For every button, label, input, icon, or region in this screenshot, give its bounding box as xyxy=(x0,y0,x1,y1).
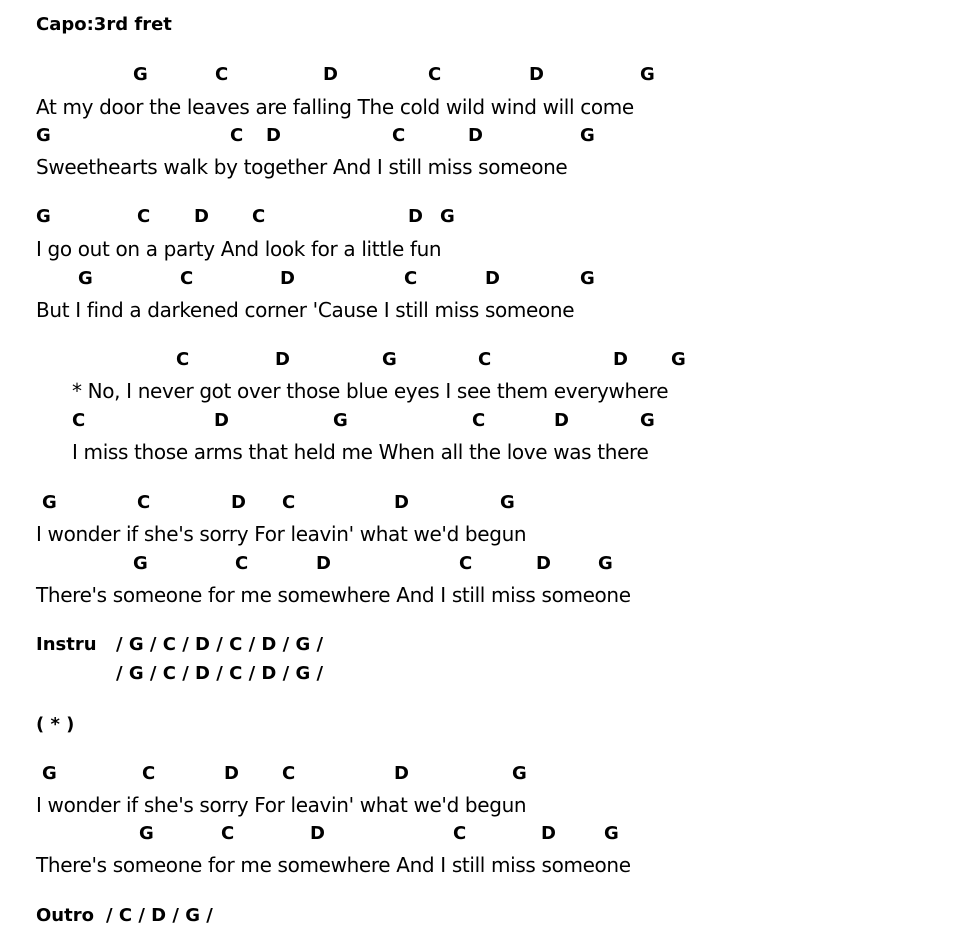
chord: D xyxy=(394,763,409,784)
chord: G xyxy=(36,125,51,146)
chord: D xyxy=(468,125,483,146)
chord: G xyxy=(512,763,527,784)
chord: G xyxy=(333,410,348,431)
chord: C xyxy=(472,410,486,431)
capo-label: Capo:3rd fret xyxy=(36,14,172,35)
chord: G xyxy=(604,823,619,844)
chord: D xyxy=(280,268,295,289)
chord: D xyxy=(529,64,544,85)
chord: C xyxy=(142,763,156,784)
chord: D xyxy=(214,410,229,431)
chord: G xyxy=(133,64,148,85)
chord: D xyxy=(231,492,246,513)
lyric-line: There's someone for me somewhere And I still miss someone xyxy=(36,853,631,877)
chord: D xyxy=(536,553,551,574)
chord: D xyxy=(408,206,423,227)
chord: C xyxy=(137,206,151,227)
chord: G xyxy=(42,763,57,784)
chord: G xyxy=(598,553,613,574)
chord: D xyxy=(485,268,500,289)
chord: C xyxy=(72,410,86,431)
chord: C xyxy=(392,125,406,146)
chord: G xyxy=(133,553,148,574)
chord: C xyxy=(176,349,190,370)
chord: C xyxy=(428,64,442,85)
chord: C xyxy=(215,64,229,85)
lyric-line: Sweethearts walk by together And I still miss someone xyxy=(36,155,568,179)
chord: D xyxy=(394,492,409,513)
chord: D xyxy=(554,410,569,431)
chord: C xyxy=(235,553,249,574)
chord: D xyxy=(541,823,556,844)
chord: C xyxy=(478,349,492,370)
lyric-line: But I find a darkened corner 'Cause I still miss someone xyxy=(36,298,575,322)
chord: G xyxy=(640,64,655,85)
chord: D xyxy=(266,125,281,146)
chord: C xyxy=(252,206,266,227)
chord: C xyxy=(459,553,473,574)
lyric-line: There's someone for me somewhere And I still miss someone xyxy=(36,583,631,607)
chord: G xyxy=(440,206,455,227)
chord: D xyxy=(194,206,209,227)
lyric-line: * No, I never got over those blue eyes I see them everywhere xyxy=(72,379,669,403)
chord: D xyxy=(323,64,338,85)
chord: G xyxy=(36,206,51,227)
lyric-line: I go out on a party And look for a little fun xyxy=(36,237,442,261)
outro-progression: / C / D / G / xyxy=(106,905,213,926)
chord: G xyxy=(671,349,686,370)
chord: G xyxy=(382,349,397,370)
chord: G xyxy=(42,492,57,513)
chord: C xyxy=(282,763,296,784)
chord: G xyxy=(78,268,93,289)
chord: D xyxy=(613,349,628,370)
chord: C xyxy=(180,268,194,289)
lyric-line: I miss those arms that held me When all the love was there xyxy=(72,440,649,464)
chord: C xyxy=(282,492,296,513)
outro-label: Outro xyxy=(36,905,94,926)
chord: G xyxy=(640,410,655,431)
chord: G xyxy=(500,492,515,513)
instru-label: Instru xyxy=(36,634,97,655)
instru-progression: / G / C / D / C / D / G / xyxy=(116,634,324,655)
instru-progression: / G / C / D / C / D / G / xyxy=(116,663,324,684)
chord: D xyxy=(310,823,325,844)
chord: C xyxy=(137,492,151,513)
chord: G xyxy=(580,125,595,146)
chord: G xyxy=(139,823,154,844)
chord: D xyxy=(224,763,239,784)
chord: G xyxy=(580,268,595,289)
chord: C xyxy=(453,823,467,844)
lyric-line: At my door the leaves are falling The cold wild wind will come xyxy=(36,95,634,119)
lyric-line: I wonder if she's sorry For leavin' what we'd begun xyxy=(36,522,527,546)
chord: C xyxy=(221,823,235,844)
chord: C xyxy=(230,125,244,146)
chord: D xyxy=(316,553,331,574)
chorus-repeat-marker: ( * ) xyxy=(36,714,75,735)
lyric-line: I wonder if she's sorry For leavin' what we'd begun xyxy=(36,793,527,817)
chord: C xyxy=(404,268,418,289)
chord: D xyxy=(275,349,290,370)
